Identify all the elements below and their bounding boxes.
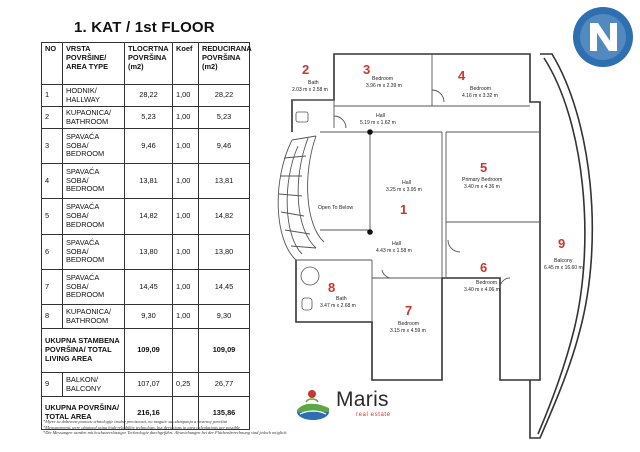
page-title: 1. KAT / 1st FLOOR	[74, 19, 215, 36]
total-gross: 216,16	[125, 397, 173, 430]
table-row	[42, 199, 250, 235]
row-net: 26,77	[199, 373, 250, 397]
row-type: SPAVAĆA SOBA/ BEDROOM	[63, 235, 125, 270]
row-koef: 1,00	[173, 199, 199, 235]
row-koef: 0,25	[173, 373, 199, 397]
row-type: SPAVAĆA SOBA/ BEDROOM	[63, 129, 125, 164]
table-row	[42, 164, 250, 199]
header-koef: Koef	[173, 43, 199, 85]
living-total-gross: 109,09	[125, 329, 173, 373]
header-gross-area: TLOCRTNA POVRŠINA (m2)	[125, 43, 173, 85]
row-type: KUPAONICA/ BATHROOM	[63, 305, 125, 329]
row-net: 5,23	[199, 107, 250, 129]
hall-a-name: Hall	[376, 113, 385, 119]
room-9-name: Balcony	[554, 258, 573, 264]
hall-a-dims: 5.19 m x 1.62 m	[360, 120, 396, 126]
header-reduced-area: REDUCIRANA POVRŠINA (m2)	[199, 43, 250, 85]
row-gross: 107,07	[125, 373, 173, 397]
row-net: 28,22	[199, 85, 250, 107]
room-3-name: Bedroom	[372, 76, 394, 82]
row-gross: 14,82	[125, 199, 173, 235]
maris-logo-icon	[292, 384, 334, 424]
brand-tagline: real estate	[356, 412, 391, 418]
room-2-name: Bath	[308, 80, 319, 86]
row-no: 7	[42, 270, 63, 305]
hall-c-name: Hall	[392, 241, 401, 247]
row-gross: 5,23	[125, 107, 173, 129]
table-row	[42, 270, 250, 305]
row-gross: 9,30	[125, 305, 173, 329]
row-no: 6	[42, 235, 63, 270]
row-gross: 28,22	[125, 85, 173, 107]
room-8-number: 8	[328, 280, 336, 295]
note-line: *Measurements were obtained using high-reliability technology, but deviations in area calculations are possible	[43, 424, 241, 430]
header-area-type: VRSTA POVRŠINE/ AREA TYPE	[63, 43, 125, 85]
row-no: 1	[42, 85, 63, 107]
row-koef: 1,00	[173, 85, 199, 107]
table-row	[42, 235, 250, 270]
living-total-label: UKUPNA STAMBENA POVRŠINA/ TOTAL LIVING AREA	[42, 329, 125, 373]
table-row	[42, 129, 250, 164]
living-total-net: 109,09	[199, 329, 250, 373]
area-table	[41, 42, 250, 430]
table-header-row	[42, 43, 250, 85]
table-row	[42, 85, 250, 107]
toilet-icon	[302, 298, 312, 310]
room-6-dims: 3.40 m x 4.06 m	[464, 287, 500, 293]
room-5-dims: 3.40 m x 4.36 m	[464, 184, 500, 190]
room-5-name: Primary Bedroom	[462, 177, 503, 183]
row-type: BALKON/ BALCONY	[63, 373, 125, 397]
row-no: 5	[42, 199, 63, 235]
living-total-row	[42, 329, 250, 373]
table-row	[42, 107, 250, 129]
room-8-dims: 3.47 m x 2.68 m	[320, 303, 356, 309]
row-net: 14,82	[199, 199, 250, 235]
room-8-name: Bath	[336, 296, 347, 302]
column-icon	[367, 229, 373, 235]
row-net: 14,45	[199, 270, 250, 305]
row-type: HODNIK/ HALLWAY	[63, 85, 125, 107]
row-type: SPAVAĆA SOBA/ BEDROOM	[63, 199, 125, 235]
total-net: 135,86	[199, 397, 250, 430]
room-9-number: 9	[558, 236, 566, 251]
row-type: SPAVAĆA SOBA/ BEDROOM	[63, 164, 125, 199]
column-icon	[367, 129, 373, 135]
row-net: 13,81	[199, 164, 250, 199]
hall-c-dims: 4.43 m x 1.58 m	[376, 248, 412, 254]
row-no: 8	[42, 305, 63, 329]
header-no: NO	[42, 43, 63, 85]
row-koef: 1,00	[173, 107, 199, 129]
row-no: 4	[42, 164, 63, 199]
row-type: SPAVAĆA SOBA/ BEDROOM	[63, 270, 125, 305]
row-no: 9	[42, 373, 63, 397]
room-4-name: Bedroom	[470, 86, 492, 92]
room-2-dims: 2.03 m x 2.58 m	[292, 87, 328, 93]
open-to-below-label: Open To Below	[318, 205, 354, 211]
room-1-number: 1	[400, 202, 408, 217]
row-net: 9,30	[199, 305, 250, 329]
toilet-icon	[296, 112, 308, 122]
room-7-name: Bedroom	[398, 321, 420, 327]
room-3-number: 3	[363, 62, 371, 77]
bathtub-icon	[301, 267, 319, 285]
row-koef: 1,00	[173, 305, 199, 329]
row-gross: 13,80	[125, 235, 173, 270]
row-no: 3	[42, 129, 63, 164]
row-gross: 13,81	[125, 164, 173, 199]
room-7-dims: 3.15 m x 4.59 m	[390, 328, 426, 334]
row-koef: 1,00	[173, 235, 199, 270]
room-3-dims: 3.96 m x 2.39 m	[366, 83, 402, 89]
row-koef: 1,00	[173, 164, 199, 199]
row-net: 13,80	[199, 235, 250, 270]
room-4-dims: 4.16 m x 3.32 m	[462, 93, 498, 99]
room-7-number: 7	[405, 303, 413, 318]
row-type: KUPAONICA/ BATHROOM	[63, 107, 125, 129]
room-6-name: Bedroom	[476, 280, 498, 286]
total-label: UKUPNA POVRŠINA/ TOTAL AREA	[42, 397, 125, 430]
hall-b-dims: 3.25 m x 3.95 m	[386, 187, 422, 193]
row-gross: 9,46	[125, 129, 173, 164]
row-koef: 1,00	[173, 270, 199, 305]
room-4-number: 4	[458, 68, 466, 83]
balcony-row	[42, 373, 250, 397]
row-no: 2	[42, 107, 63, 129]
table-row	[42, 305, 250, 329]
room-2-number: 2	[302, 62, 310, 77]
room-6-number: 6	[480, 260, 488, 275]
note-line: *Die Messungen wurden mit hochzuverlässiger Technologie durchgeführt. Abweichungen bei der Flächenberechnung sind jedoch möglich.	[43, 430, 288, 435]
row-net: 9,46	[199, 129, 250, 164]
empty-cell	[173, 329, 199, 373]
room-9-dims: 6.45 m x 16.60 m	[544, 265, 583, 271]
hall-b-name: Hall	[402, 180, 411, 186]
row-koef: 1,00	[173, 129, 199, 164]
row-gross: 14,45	[125, 270, 173, 305]
room-5-number: 5	[480, 160, 488, 175]
note-line: *Mjere su dobivene pomoću tehnologije trodne preciznosti, no moguće su odstupanja u stvarnoj površini	[43, 419, 228, 424]
brand-name: Maris	[336, 388, 389, 411]
